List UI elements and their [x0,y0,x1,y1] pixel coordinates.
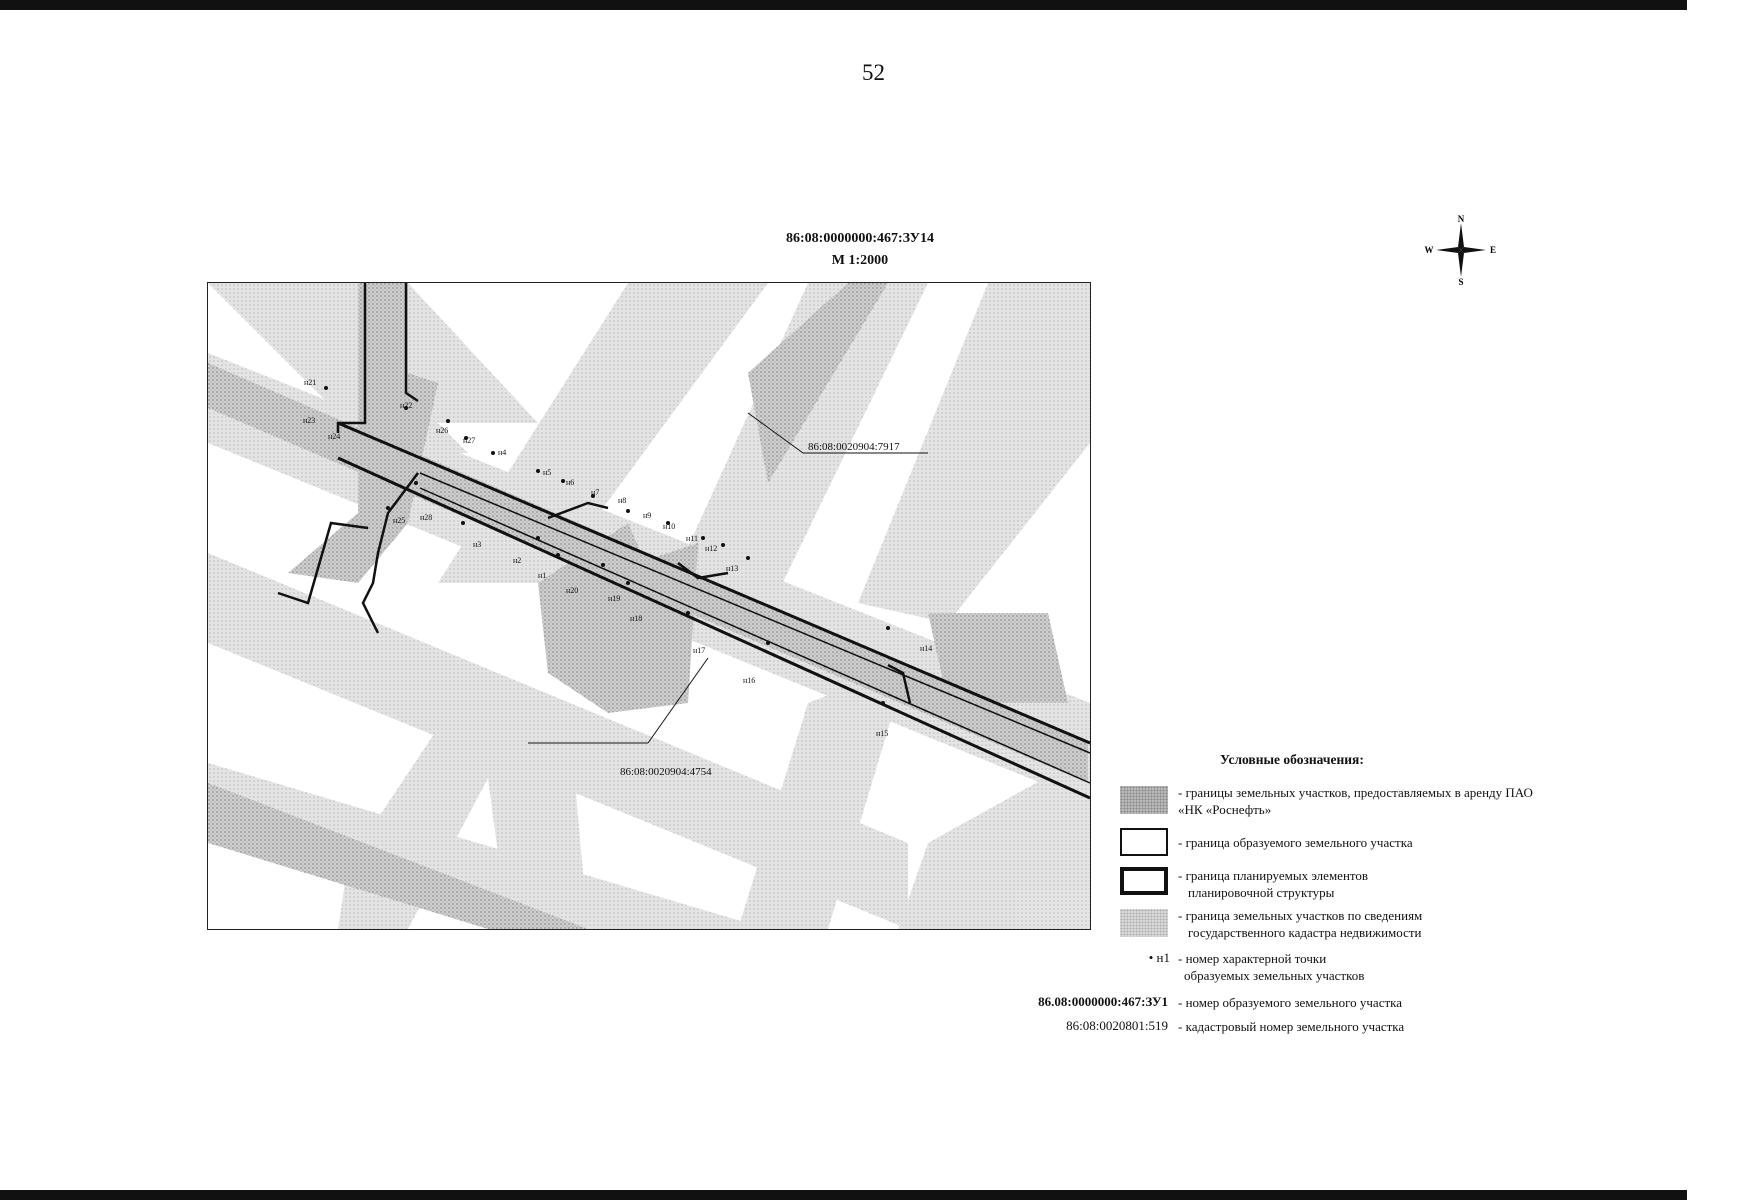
map-canvas [208,283,1090,929]
legend-text: - границы земельных участков, предоставляемых в аренду ПАО «НК «Роснефть» [1178,785,1533,817]
parcel-label-lower: 86:08:0020904:4754 [620,766,712,778]
planned-swatch [1120,867,1168,895]
point-label: н11 [686,534,698,543]
legend-text: - кадастровый номер земельного участка [1178,1019,1405,1034]
compass-e: E [1489,245,1497,255]
point-label: н20 [566,586,579,595]
point-label: н17 [693,646,706,655]
point-label: н19 [608,594,621,603]
formed-swatch [1120,828,1168,856]
point-label: н13 [726,564,739,573]
point-label: н22 [400,401,413,410]
point-label: н2 [513,556,522,565]
point-label: н9 [643,511,652,520]
compass-w: W [1424,245,1434,255]
point-label: н24 [328,432,341,441]
point-label: н7 [591,488,600,497]
point-label: н21 [304,378,317,387]
point-marker-sample: • н1 [1148,950,1170,965]
point-label: н15 [876,729,889,738]
scan-edge-top [0,0,1687,10]
legend-text: - граница образуемого земельного участка [1178,835,1413,850]
legend-text: - номер образуемого земельного участка [1178,995,1403,1010]
point-label: н14 [920,644,933,653]
legend-text: государственного кадастра недвижимости [1188,925,1422,940]
legend-text: - граница земельных участков по сведениям [1178,908,1423,923]
point-label: н6 [566,478,575,487]
map-title-block [700,228,1020,272]
parcel-label-upper: 86:08:0020904:7917 [808,441,900,453]
formed-code-sample: 86.08:0000000:467:ЗУ1 [1038,994,1168,1009]
cadastre-swatch [1120,909,1168,937]
point-label: н3 [473,540,482,549]
compass-rose-icon [1426,215,1496,285]
point-label: н26 [436,426,449,435]
scan-edge-bottom [0,1190,1687,1200]
parcel-title: 86:08:0000000:467:ЗУ14 [786,231,934,246]
point-label: н8 [618,496,627,505]
point-label: н5 [543,468,552,477]
legend-text: - граница планируемых элементов [1178,868,1369,883]
legend-text: образуемых земельных участков [1184,968,1365,983]
point-label: н23 [303,416,316,425]
point-label: н16 [743,676,756,685]
point-label: н25 [393,516,406,525]
legend-title: Условные обозначения: [1220,752,1364,767]
point-label: н18 [630,614,643,623]
map-frame [207,282,1091,930]
legend-text: планировочной структуры [1188,885,1335,900]
page-number: 52 [862,60,885,85]
map-scale: М 1:2000 [831,253,889,268]
compass-n: N [1457,214,1465,224]
point-label: н12 [705,544,718,553]
point-label: н27 [463,436,476,445]
legend-text: - номер характерной точки [1178,951,1327,966]
point-label: н4 [498,448,507,457]
point-label: н28 [420,513,433,522]
cadastral-code-sample: 86:08:0020801:519 [1066,1018,1168,1033]
point-label: н1 [538,571,547,580]
compass-s: S [1458,277,1464,287]
point-label: н10 [663,522,676,531]
lease-swatch [1120,786,1168,814]
